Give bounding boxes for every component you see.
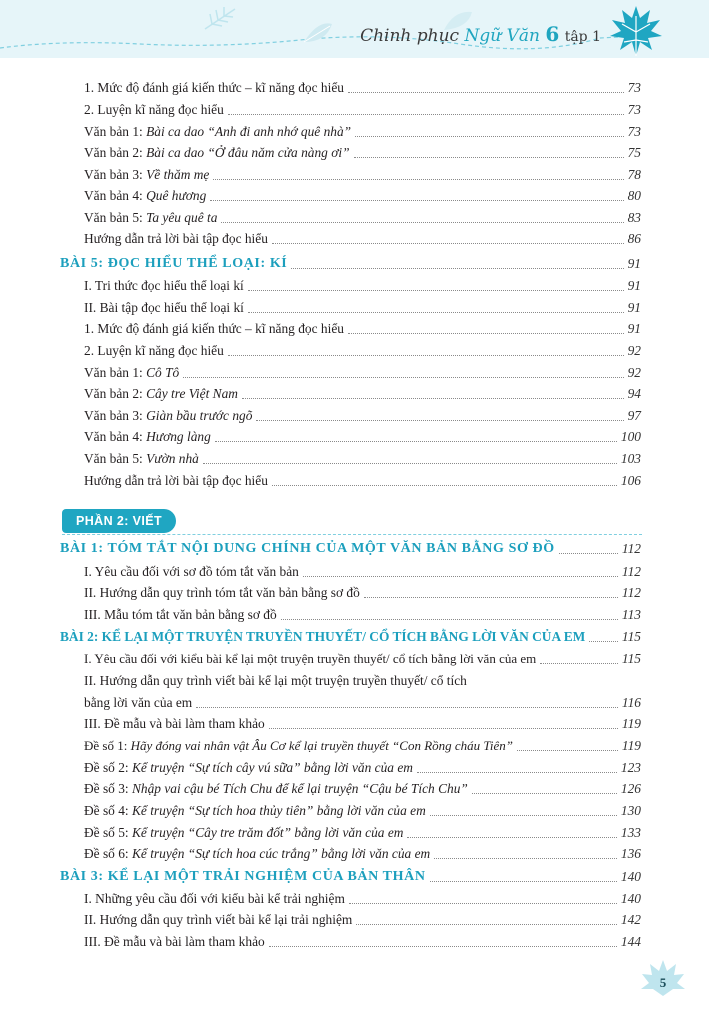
toc-entry[interactable]	[84, 381, 641, 402]
leader-dots	[269, 728, 618, 729]
header-dashed-border	[0, 0, 709, 58]
toc-entry[interactable]	[84, 295, 641, 316]
toc-entry-title: Giàn bầu trước ngõ	[146, 408, 253, 423]
toc-entry[interactable]	[84, 820, 641, 841]
toc-page-number: 106	[620, 473, 641, 488]
toc-entry-label: I. Yêu cầu đối với kiểu bài kể lại một truyện truyền thuyết/ cổ tích bằng lời văn của em	[84, 651, 537, 666]
leader-dots	[213, 179, 623, 180]
toc-section-heading[interactable]	[60, 864, 641, 885]
toc-entry-title: Nhập vai cậu bé Tích Chu để kể lại truyện “Cậu bé Tích Chu”	[131, 781, 468, 796]
toc-entry[interactable]	[84, 119, 641, 140]
toc-entry-prefix: Văn bản 1:	[84, 365, 147, 380]
leader-dots	[364, 597, 618, 598]
leader-dots	[272, 485, 617, 486]
leader-dots	[417, 772, 617, 773]
page-header	[0, 0, 709, 58]
leader-dots	[221, 222, 623, 223]
toc-entry-title: Ta yêu quê ta	[146, 210, 218, 225]
toc-entry[interactable]	[84, 668, 641, 689]
toc-entry-label: II. Hướng dẫn quy trình viết bài kể lại trải nghiệm	[84, 912, 353, 927]
toc-entry-title: Kể truyện “Sự tích hoa cúc trắng” bằng lời văn của em	[131, 846, 431, 861]
leader-dots	[228, 114, 624, 115]
leader-dots	[303, 576, 618, 577]
toc-entry-title: Vườn nhà	[146, 451, 199, 466]
leader-dots	[434, 858, 617, 859]
toc-page-number: 91	[627, 278, 641, 293]
toc-entry-label	[84, 760, 413, 776]
toc-page-number: 115	[621, 629, 641, 644]
leader-dots	[517, 750, 618, 751]
toc-entry-prefix: Văn bản 2:	[84, 145, 147, 160]
toc-page-number: 136	[620, 846, 641, 861]
toc-section-heading[interactable]	[60, 536, 641, 557]
toc-page-number: 144	[620, 934, 641, 949]
toc-entry-title: Kể truyện “Sự tích cây vú sữa” bằng lời văn của em	[131, 760, 413, 775]
toc-entry-label: 2. Luyện kĩ năng đọc hiểu	[84, 102, 224, 117]
leader-dots	[203, 463, 617, 464]
toc-entry[interactable]	[84, 602, 641, 623]
toc-entry-label	[84, 738, 513, 754]
toc-page-number: 119	[621, 716, 641, 731]
toc-page-number: 126	[620, 781, 641, 796]
toc-entry[interactable]	[84, 776, 641, 797]
toc-entry-label	[84, 210, 217, 226]
toc-entry-prefix: Văn bản 4:	[84, 188, 147, 203]
toc-entry-label	[84, 167, 209, 183]
toc-page-number: 112	[621, 541, 641, 556]
toc-entry-label: 1. Mức độ đánh giá kiến thức – kĩ năng đọc hiểu	[84, 80, 344, 95]
toc-entry[interactable]	[84, 140, 641, 161]
toc-entry[interactable]	[84, 424, 641, 445]
toc-entry-label	[84, 803, 426, 819]
toc-entry[interactable]	[84, 97, 641, 118]
toc-entry-label	[84, 451, 199, 467]
toc-section-heading[interactable]	[60, 251, 641, 272]
toc-page-number: 113	[621, 607, 641, 622]
leader-dots	[540, 663, 618, 664]
toc-entry-label: 2. Luyện kĩ năng đọc hiểu	[84, 343, 224, 358]
leaf-decoration-icon	[200, 4, 240, 34]
leader-dots	[407, 837, 616, 838]
leader-dots	[248, 290, 624, 291]
toc-entry[interactable]	[84, 929, 641, 950]
leaf-decoration-icon	[300, 20, 336, 46]
toc-page-number: 73	[627, 124, 641, 139]
toc-entry[interactable]	[84, 580, 641, 601]
toc-entry-prefix: Đề số 4:	[84, 803, 132, 818]
toc-page-number: 97	[627, 408, 641, 423]
toc-entry-prefix: Đề số 2:	[84, 760, 132, 775]
header-title-part3: 6	[545, 22, 560, 46]
toc-entry[interactable]	[84, 273, 641, 294]
toc-page-number: 115	[621, 651, 641, 666]
toc-page-number: 133	[620, 825, 641, 840]
toc-entry-title: Kể truyện “Sự tích hoa thủy tiên” bằng lời văn của em	[131, 803, 426, 818]
toc-page-number: 86	[627, 231, 641, 246]
leader-dots	[348, 92, 624, 93]
toc-entry-title: Hãy đóng vai nhân vật Âu Cơ kể lại truyền thuyết “Con Rồng cháu Tiên”	[130, 738, 514, 753]
toc-entry[interactable]	[84, 886, 641, 907]
toc-page-number: 112	[621, 564, 641, 579]
toc-entry-title: Cây tre Việt Nam	[146, 386, 238, 401]
toc-entry[interactable]	[84, 403, 641, 424]
leader-dots	[272, 243, 624, 244]
toc-entry[interactable]	[84, 183, 641, 204]
leader-dots	[559, 553, 618, 554]
toc-entry-label: 1. Mức độ đánh giá kiến thức – kĩ năng đọc hiểu	[84, 321, 344, 336]
toc-entry[interactable]	[84, 646, 641, 667]
toc-page-number: 80	[627, 188, 641, 203]
toc-page-number: 140	[620, 869, 641, 884]
toc-page-number: 73	[627, 80, 641, 95]
toc-page-number: 78	[627, 167, 641, 182]
toc-page-number: 94	[627, 386, 641, 401]
toc-page-number: 92	[627, 343, 641, 358]
leader-dots	[228, 355, 624, 356]
toc-entry-label: I. Yêu cầu đối với sơ đồ tóm tắt văn bản	[84, 564, 299, 579]
toc-entry-prefix: Đề số 3:	[84, 781, 132, 796]
toc-section-label: BÀI 2: KỂ LẠI MỘT TRUYỆN TRUYỀN THUYẾT/ CỔ TÍCH BẰNG LỜI VĂN CỦA EM	[60, 629, 586, 644]
toc-entry-prefix: Đề số 6:	[84, 846, 132, 861]
toc-page-number: 91	[627, 321, 641, 336]
toc-entry[interactable]	[84, 468, 641, 489]
header-title-part2: Ngữ Văn	[464, 26, 540, 46]
part-2-badge[interactable]: PHẦN 2: VIẾT	[62, 509, 176, 533]
toc-entry-label: III. Mẫu tóm tắt văn bản bằng sơ đồ	[84, 607, 277, 622]
leader-dots	[210, 200, 623, 201]
toc-page-number: 123	[620, 760, 641, 775]
page-number: 5	[659, 975, 667, 990]
toc-section-label: BÀI 5: ĐỌC HIỂU THỂ LOẠI: KÍ	[60, 256, 288, 271]
toc-page-number: 112	[621, 585, 641, 600]
header-title-part4: tập 1	[564, 29, 601, 45]
toc-entry-label: III. Đề mẫu và bài làm tham khảo	[84, 934, 265, 949]
toc-entry[interactable]	[84, 446, 641, 467]
toc-entry-label: Hướng dẫn trả lời bài tập đọc hiểu	[84, 231, 268, 246]
toc-entry[interactable]	[84, 316, 641, 337]
toc-entry-label	[84, 846, 430, 862]
part-divider	[62, 533, 642, 535]
toc-page-number: 100	[620, 429, 641, 444]
toc-entry[interactable]	[84, 360, 641, 381]
leader-dots	[215, 441, 617, 442]
leader-dots	[348, 333, 624, 334]
toc-entry-prefix: Văn bản 3:	[84, 167, 147, 182]
toc-entry-label	[84, 781, 468, 797]
toc-entry-label	[84, 429, 211, 445]
leader-dots	[196, 707, 618, 708]
toc-entry-title: Bài ca dao “Ở đâu năm cửa nàng ơi”	[146, 145, 350, 160]
leader-dots	[354, 157, 624, 158]
toc-entry-prefix: Văn bản 5:	[84, 451, 147, 466]
toc-entry[interactable]	[84, 733, 641, 754]
leader-dots	[248, 312, 624, 313]
toc-entry-label: II. Hướng dẫn quy trình viết bài kể lại một truyện truyền thuyết/ cổ tích	[84, 673, 467, 688]
toc-entry-prefix: Đề số 1:	[84, 738, 131, 753]
toc-entry-title: Về thăm mẹ	[146, 167, 210, 182]
toc-page-number: 116	[621, 695, 641, 710]
toc-entry-title: Cô Tô	[146, 365, 180, 380]
toc-section-heading[interactable]	[60, 624, 641, 645]
toc-entry[interactable]	[84, 798, 641, 819]
toc-page-number: 92	[627, 365, 641, 380]
toc-entry-label: bằng lời văn của em	[84, 695, 193, 710]
toc-entry-label: Hướng dẫn trả lời bài tập đọc hiểu	[84, 473, 268, 488]
toc-entry-label	[84, 386, 238, 402]
toc-entry-label	[84, 188, 206, 204]
header-book-title	[360, 22, 601, 46]
leader-dots	[472, 793, 617, 794]
toc-entry-title: Hương làng	[146, 429, 211, 444]
toc-entry-label: II. Hướng dẫn quy trình tóm tắt văn bản bằng sơ đồ	[84, 585, 360, 600]
toc-entry[interactable]	[84, 338, 641, 359]
toc-entry[interactable]	[84, 907, 641, 928]
leader-dots	[589, 641, 618, 642]
toc-entry[interactable]	[84, 690, 641, 711]
toc-entry-label	[84, 145, 350, 161]
leader-dots	[349, 903, 617, 904]
toc-entry[interactable]	[84, 755, 641, 776]
toc-page-number: 103	[620, 451, 641, 466]
leader-dots	[430, 815, 617, 816]
leader-dots	[281, 619, 618, 620]
toc-entry-prefix: Văn bản 2:	[84, 386, 147, 401]
toc-entry-prefix: Văn bản 1:	[84, 124, 147, 139]
toc-entry-prefix: Văn bản 5:	[84, 210, 147, 225]
toc-entry[interactable]	[84, 205, 641, 226]
leader-dots	[291, 268, 623, 269]
toc-entry-prefix: Văn bản 4:	[84, 429, 147, 444]
toc-page-number: 91	[627, 256, 641, 271]
toc-entry-label	[84, 825, 403, 841]
leader-dots	[269, 946, 617, 947]
leader-dots	[183, 377, 623, 378]
toc-entry-label	[84, 124, 351, 140]
toc-entry-label	[84, 365, 179, 381]
leader-dots	[356, 924, 617, 925]
toc-entry[interactable]	[84, 841, 641, 862]
toc-page-number: 75	[627, 145, 641, 160]
toc-entry-prefix: Đề số 5:	[84, 825, 132, 840]
toc-entry[interactable]	[84, 162, 641, 183]
toc-entry-label: II. Bài tập đọc hiểu thể loại kí	[84, 300, 244, 315]
toc-page-number: 91	[627, 300, 641, 315]
toc-entry-label: III. Đề mẫu và bài làm tham khảo	[84, 716, 265, 731]
toc-section-label: BÀI 1: TÓM TẮT NỘI DUNG CHÍNH CỦA MỘT VĂN BẢN BẰNG SƠ ĐỒ	[60, 541, 555, 556]
toc-page-number: 83	[627, 210, 641, 225]
toc-entry-prefix: Văn bản 3:	[84, 408, 147, 423]
toc-entry[interactable]	[84, 75, 641, 96]
toc-entry[interactable]	[84, 559, 641, 580]
toc-entry-label	[84, 408, 252, 424]
toc-entry-label: I. Tri thức đọc hiểu thể loại kí	[84, 278, 244, 293]
toc-page-number: 73	[627, 102, 641, 117]
toc-page-number: 140	[620, 891, 641, 906]
header-title-part1: Chinh phục	[360, 26, 460, 46]
toc-entry[interactable]	[84, 711, 641, 732]
leader-dots	[256, 420, 623, 421]
leader-dots	[430, 881, 617, 882]
toc-entry-title: Bài ca dao “Anh đi anh nhớ quê nhà”	[146, 124, 352, 139]
toc-page-number: 119	[621, 738, 641, 753]
toc-entry[interactable]	[84, 226, 641, 247]
maple-leaf-icon	[606, 2, 666, 58]
leader-dots	[242, 398, 624, 399]
leader-dots	[355, 136, 623, 137]
toc-entry-label: I. Những yêu cầu đối với kiểu bài kể trải nghiệm	[84, 891, 345, 906]
toc-page-number: 142	[620, 912, 641, 927]
toc-section-label: BÀI 3: KỂ LẠI MỘT TRẢI NGHIỆM CỦA BẢN THÂN	[60, 869, 426, 884]
toc-entry-title: Quê hương	[146, 188, 207, 203]
toc-entry-title: Kể truyện “Cây tre trăm đốt” bằng lời văn của em	[131, 825, 404, 840]
toc-page-number: 130	[620, 803, 641, 818]
